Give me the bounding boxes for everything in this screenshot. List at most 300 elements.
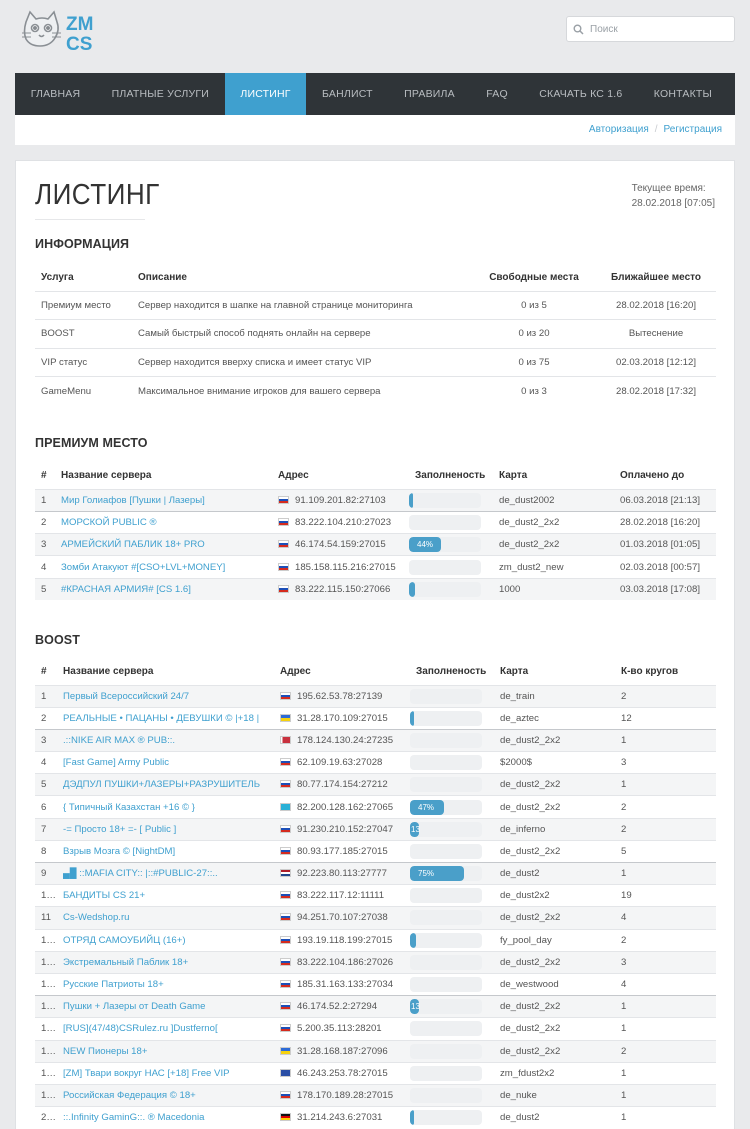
fill-bar [410,1021,482,1036]
fill-bar-label [410,755,418,770]
server-name-link[interactable]: ОТРЯД САМОУБИЙЦ (16+) [63,934,186,946]
fill-bar [409,493,481,508]
server-address-cell [274,685,410,707]
server-address-cell [272,578,409,600]
premium-header-cell: Оплачено до [620,470,685,482]
info-cell: 0 из 75 [472,348,596,377]
fill-bar-label [409,582,417,597]
map-cell: de_dust2_2x2 [494,774,615,796]
flag-ru-icon [278,540,289,548]
flag-by-icon [280,736,291,744]
current-time [632,181,715,211]
fill-bar [410,844,482,859]
server-name-link[interactable]: БАНДИТЫ CS 21+ [63,890,146,902]
fill-cell [410,907,494,929]
map-cell: de_dust2 [494,1107,615,1129]
server-name-cell [57,796,274,818]
server-address: 83.222.115.150:27066 [295,584,391,596]
info-cell: 0 из 3 [472,377,596,406]
login-link[interactable]: Авторизация [588,124,649,135]
fill-cell [410,818,494,840]
server-address-cell [274,1040,410,1062]
row-number: 10 [35,885,57,907]
row-number: 16 [35,1018,57,1040]
fill-bar [410,800,482,815]
info-row [35,291,716,320]
server-address-cell [272,489,409,511]
server-address: 185.31.163.133:27034 [297,979,394,991]
server-address: 91.230.210.152:27047 [297,823,394,835]
info-cell: Вытеснение [596,320,716,349]
server-name-cell [55,489,272,511]
nav-item-0[interactable]: ГЛАВНАЯ [30,88,81,100]
row-number: 3 [35,729,57,751]
rounds-cell: 3 [615,752,716,774]
fill-bar [410,822,482,837]
server-name-link[interactable]: Взрыв Мозга © [NightDM] [63,845,176,857]
server-address: 31.214.243.6:27031 [297,1112,383,1124]
fill-cell [410,796,494,818]
nav-item-7[interactable]: КОНТАКТЫ [653,88,713,100]
rounds-cell: 5 [615,840,716,862]
map-cell: de_dust2_2x2 [494,1040,615,1062]
fill-bar [410,888,482,903]
server-address: 178.170.189.28:27015 [297,1089,394,1101]
server-name-link[interactable]: -= Просто 18+ =- [ Public ] [63,823,177,835]
flag-ru-icon [280,692,291,700]
boost-server-row[interactable] [35,1107,716,1129]
map-cell: de_dust2_2x2 [494,1018,615,1040]
server-address-cell [274,885,410,907]
rounds-cell: 1 [615,1084,716,1106]
boost-server-row[interactable] [35,707,716,729]
row-number: 17 [35,1040,57,1062]
server-address-cell [274,907,410,929]
row-number: 20 [35,1107,57,1129]
rounds-cell: 1 [615,729,716,751]
flag-ru-icon [280,1002,291,1010]
map-cell: de_aztec [494,707,615,729]
server-address: 31.28.170.109:27015 [297,712,388,724]
boost-server-row[interactable] [35,685,716,707]
row-number: 4 [35,752,57,774]
server-name-cell [55,511,272,533]
flag-de-icon [280,1113,291,1121]
server-name-link[interactable]: ::.Infinity GaminG::. ® Macedonia [63,1112,205,1124]
server-address: 80.77.174.154:27212 [297,779,388,791]
fill-bar [410,1110,482,1125]
fill-bar-label [410,933,418,948]
fill-bar-label [410,955,418,970]
boost-server-row[interactable] [35,1018,716,1040]
row-number: 11 [35,907,57,929]
fill-cell [410,1107,494,1129]
server-name-cell [57,885,274,907]
fill-bar [409,582,481,597]
server-name-cell [57,1107,274,1129]
boost-header-cell: Заполненость [416,666,487,678]
fill-bar-label [410,888,418,903]
map-cell: 1000 [493,578,614,600]
row-number: 1 [35,685,57,707]
fill-bar-label [410,977,418,992]
rounds-cell: 2 [615,929,716,951]
server-name-cell [57,1018,274,1040]
map-cell: de_dust2_2x2 [494,729,615,751]
boost-header-cell: К-во кругов [621,666,679,678]
info-cell: Самый быстрый способ поднять онлайн на сервере [132,320,472,349]
info-header-cell: Услуга [41,271,74,283]
boost-header-cell: # [41,666,47,678]
fill-bar-label [409,515,417,530]
premium-header-cell: Карта [499,470,528,482]
flag-ru-icon [280,936,291,944]
nav-item-1[interactable]: ПЛАТНЫЕ УСЛУГИ [111,88,209,100]
fill-bar [410,999,482,1014]
info-header-row [35,264,716,291]
info-table [35,264,716,405]
info-header-cell: Свободные места [489,271,579,283]
flag-ru-icon [278,518,289,526]
flag-ru-icon [278,585,289,593]
server-name-cell [57,774,274,796]
flag-ru-icon [280,1091,291,1099]
info-cell: 28.02.2018 [17:32] [596,377,716,406]
info-cell: 0 из 20 [472,320,596,349]
fill-bar-label: 75% [418,869,435,879]
server-address-cell [274,796,410,818]
fill-bar [409,537,481,552]
boost-heading: BOOST [35,633,80,647]
server-name-cell [57,929,274,951]
info-header-cell: Ближайшее место [610,271,702,283]
server-name-cell [57,752,274,774]
rounds-cell: 1 [615,1107,716,1129]
premium-table [35,463,716,600]
flag-eu-icon [280,1069,291,1077]
main-nav [15,73,735,115]
server-name-cell [57,863,274,885]
map-cell: zm_dust2_new [493,556,614,578]
paid-until-cell: 06.03.2018 [21:13] [614,489,716,511]
server-name-cell [55,534,272,556]
map-cell: de_dust2x2 [494,885,615,907]
search-input[interactable] [590,24,720,35]
premium-server-row[interactable] [35,556,716,578]
server-name-link[interactable]: ▄█ ::MAFIA CITY:: |::#PUBLIC-27::.. [63,868,218,880]
boost-server-row[interactable] [35,729,716,751]
server-address-cell [274,1062,410,1084]
boost-server-row[interactable] [35,885,716,907]
server-address: 5.200.35.113:28201 [297,1023,382,1035]
server-address-cell [274,1084,410,1106]
row-number: 1 [35,489,55,511]
rounds-cell: 12 [615,707,716,729]
premium-header-cell: Адрес [278,470,309,482]
server-name-link[interactable]: АРМЕЙСКИЙ ПАБЛИК 18+ PRO [61,539,205,551]
server-address: 178.124.130.24:27235 [297,734,394,746]
rounds-cell: 1 [615,1062,716,1084]
fill-cell [409,489,493,511]
flag-ru-icon [280,980,291,988]
server-name-link[interactable]: Первый Всероссийский 24/7 [63,690,190,702]
server-name-link[interactable]: Российская Федерация © 18+ [63,1089,196,1101]
server-address: 185.158.115.216:27015 [295,561,396,573]
fill-cell [409,556,493,578]
boost-server-row[interactable] [35,1084,716,1106]
flag-ru-icon [280,913,291,921]
nav-item-4[interactable]: ПРАВИЛА [404,88,455,100]
row-number: 3 [35,534,55,556]
premium-header-cell: Название сервера [61,470,152,482]
fill-cell [410,774,494,796]
search-icon [573,24,584,35]
server-address: 83.222.117.12:11111 [297,890,385,902]
flag-ru-icon [280,825,291,833]
server-address: 91.109.201.82:27103 [295,494,386,506]
premium-server-row[interactable] [35,489,716,511]
boost-server-row[interactable] [35,774,716,796]
map-cell: de_dust2_2x2 [494,796,615,818]
site-logo[interactable] [20,8,116,54]
content-panel [15,160,735,1129]
server-address: 193.19.118.199:27015 [297,934,393,946]
flag-kz-icon [280,803,291,811]
server-name-link[interactable]: Зомби Атакуют #[CSO+LVL+MONEY] [61,561,226,573]
boost-server-row[interactable] [35,1062,716,1084]
rounds-cell: 2 [615,818,716,840]
flag-ru-icon [280,958,291,966]
row-number: 18 [35,1062,57,1084]
page-title: ЛИСТИНГ [35,179,160,211]
rounds-cell: 2 [615,685,716,707]
nav-item-5[interactable]: FAQ [486,88,508,100]
server-name-link[interactable]: { Типичный Казахстан +16 © } [63,801,195,813]
fill-bar [409,515,481,530]
row-number: 19 [35,1084,57,1106]
map-cell: de_dust2_2x2 [494,996,615,1018]
premium-server-row[interactable] [35,511,716,533]
fill-bar [410,1088,482,1103]
server-address-cell [274,1107,410,1129]
fill-bar-label [410,711,418,726]
info-cell: 02.03.2018 [12:12] [596,348,716,377]
info-row [35,377,716,406]
row-number: 2 [35,511,55,533]
row-number: 14 [35,973,57,995]
server-address-cell [272,511,409,533]
server-address-cell [272,534,409,556]
server-name-link[interactable]: МОРСКОЙ PUBLIC ® [61,516,157,528]
paid-until-cell: 02.03.2018 [00:57] [614,556,716,578]
map-cell: de_dust2_2x2 [493,534,614,556]
boost-server-row[interactable] [35,818,716,840]
premium-server-row[interactable] [35,534,716,556]
server-name-link[interactable]: [ZM] Твари вокруг НАС [+18] Free VIP [63,1067,230,1079]
search-box[interactable] [566,16,735,42]
server-address: 92.223.80.113:27777 [297,868,387,880]
premium-header-cell: # [41,470,47,482]
server-name-cell [57,907,274,929]
fill-cell [410,1084,494,1106]
paid-until-cell: 01.03.2018 [01:05] [614,534,716,556]
server-address: 83.222.104.186:27026 [297,956,394,968]
row-number: 6 [35,796,57,818]
rounds-cell: 19 [615,885,716,907]
current-time-label: Текущее время: [631,183,706,194]
server-name-cell [55,578,272,600]
server-name-cell [57,1084,274,1106]
info-cell: 0 из 5 [472,291,596,320]
rounds-cell: 2 [615,796,716,818]
info-cell: BOOST [35,320,132,349]
nav-item-3[interactable]: БАНЛИСТ [322,88,373,100]
flag-nl-icon [280,869,291,877]
fill-bar-label [410,733,418,748]
map-cell: de_inferno [494,818,615,840]
fill-bar [410,955,482,970]
server-name-cell [57,1062,274,1084]
fill-bar [410,777,482,792]
fill-cell [410,1040,494,1062]
premium-header-row [35,463,716,489]
paid-until-cell: 28.02.2018 [16:20] [614,511,716,533]
server-name-link[interactable]: Пушки + Лазеры от Death Game [63,1001,206,1013]
boost-server-row[interactable] [35,996,716,1018]
boost-server-row[interactable] [35,863,716,885]
fill-bar-label [410,1110,418,1125]
boost-server-row[interactable] [35,752,716,774]
server-name-cell [55,556,272,578]
rounds-cell: 1 [615,863,716,885]
server-name-link[interactable]: #КРАСНАЯ АРМИЯ# [CS 1.6] [61,584,191,596]
server-address: 31.28.168.187:27096 [297,1045,388,1057]
server-name-cell [57,685,274,707]
row-number: 15 [35,996,57,1018]
premium-header-cell: Заполненость [415,470,486,482]
server-name-link[interactable]: Экстремальный Паблик 18+ [63,956,189,968]
map-cell: fy_pool_day [494,929,615,951]
server-address-cell [274,973,410,995]
server-name-link[interactable]: ДЭДПУЛ ПУШКИ+ЛАЗЕРЫ+РАЗРУШИТЕЛЬ [63,779,261,791]
server-name-cell [57,729,274,751]
server-address-cell [274,863,410,885]
fill-bar [410,910,482,925]
server-address: 62.109.19.63:27028 [297,757,383,769]
server-name-link[interactable]: Cs-Wedshop.ru [63,912,130,924]
nav-item-2[interactable]: ЛИСТИНГ [225,73,307,115]
row-number: 7 [35,818,57,840]
fill-bar-label: 13 [411,1002,420,1012]
fill-bar [410,977,482,992]
fill-bar [410,866,482,881]
map-cell: de_dust2_2x2 [493,511,614,533]
server-address-cell [274,840,410,862]
info-cell: Сервер находится вверху списка и имеет статус VIP [132,348,472,377]
info-cell: GameMenu [35,377,132,406]
fill-cell [410,707,494,729]
auth-bar [15,115,735,145]
server-name-cell [57,973,274,995]
boost-header-cell: Адрес [280,666,311,678]
fill-cell [409,578,493,600]
server-name-cell [57,951,274,973]
server-name-cell [57,1040,274,1062]
flag-ru-icon [280,847,291,855]
fill-bar-label: 47% [418,802,435,812]
fill-cell [410,973,494,995]
nav-item-6[interactable]: СКАЧАТЬ КС 1.6 [539,88,623,100]
server-name-link[interactable]: [RUS](47/48)CSRulez.ru ]Dustferno[ [63,1023,218,1035]
boost-server-row[interactable] [35,796,716,818]
server-name-link[interactable]: РЕАЛЬНЫЕ • ПАЦАНЫ • ДЕВУШКИ © |+18 | [63,712,260,724]
server-address: 94.251.70.107:27038 [297,912,388,924]
server-name-link[interactable]: .::NIKE AIR MAX ® PUB::. [63,734,176,746]
flag-ru-icon [280,758,291,766]
boost-header-cell: Карта [500,666,529,678]
boost-header-row [35,659,716,685]
server-address: 82.200.128.162:27065 [297,801,394,813]
server-address-cell [274,996,410,1018]
premium-server-row[interactable] [35,578,716,600]
fill-bar [410,1044,482,1059]
server-address-cell [274,729,410,751]
server-name-link[interactable]: Мир Голиафов [Пушки | Лазеры] [61,494,205,506]
fill-bar [410,755,482,770]
boost-header-cell: Название сервера [63,666,154,678]
info-row [35,348,716,377]
flag-ru-icon [280,780,291,788]
flag-ru-icon [278,563,289,571]
fill-cell [410,929,494,951]
map-cell: de_westwood [494,973,615,995]
fill-bar [409,560,481,575]
server-name-link[interactable]: NEW Пионеры 18+ [63,1045,148,1057]
boost-server-row[interactable] [35,907,716,929]
register-link[interactable]: Регистрация [663,124,722,135]
fill-bar-label [410,910,418,925]
fill-bar-label [410,844,418,859]
info-cell: VIP статус [35,348,132,377]
server-address: 80.93.177.185:27015 [297,845,388,857]
server-name-cell [57,707,274,729]
server-name-link[interactable]: [Fast Game] Army Public [63,757,170,769]
rounds-cell: 1 [615,774,716,796]
rounds-cell: 1 [615,1018,716,1040]
flag-ua-icon [280,1047,291,1055]
map-cell: zm_fdust2x2 [494,1062,615,1084]
fill-bar-label [410,1021,418,1036]
server-name-link[interactable]: Русские Патриоты 18+ [63,979,164,991]
map-cell: de_dust2002 [493,489,614,511]
server-address-cell [274,818,410,840]
server-address-cell [274,752,410,774]
boost-server-row[interactable] [35,951,716,973]
fill-cell [410,996,494,1018]
server-address: 83.222.104.210:27023 [295,516,392,528]
row-number: 8 [35,840,57,862]
boost-server-row[interactable] [35,929,716,951]
boost-server-row[interactable] [35,973,716,995]
auth-separator: / [654,124,658,135]
boost-server-row[interactable] [35,1040,716,1062]
logo-text-bottom: CS [66,34,93,54]
map-cell: de_dust2_2x2 [494,907,615,929]
row-number: 9 [35,863,57,885]
boost-server-row[interactable] [35,840,716,862]
flag-ru-icon [280,891,291,899]
rounds-cell: 3 [615,951,716,973]
